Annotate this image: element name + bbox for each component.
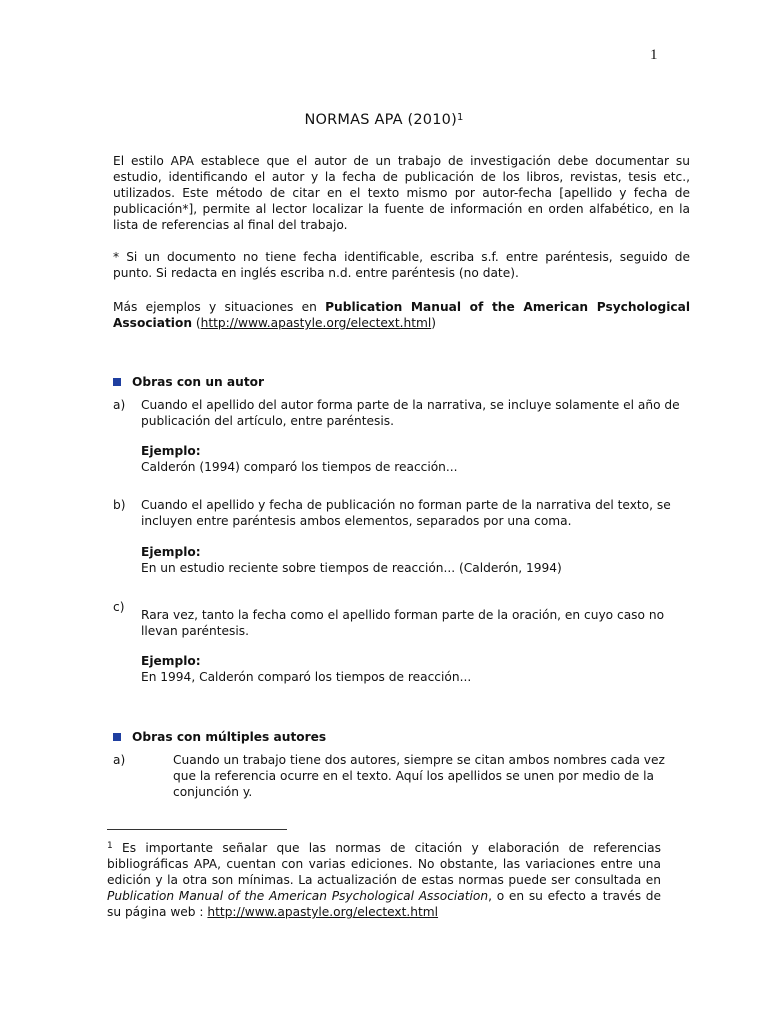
- square-bullet-icon: [113, 378, 121, 386]
- footnote: [107, 838, 661, 920]
- footnote-manual-title: Publication Manual of the American Psychological Association: [107, 889, 489, 903]
- title-footnote-ref[interactable]: 1: [456, 112, 464, 123]
- item-letter-c: c): [113, 600, 125, 614]
- item-text-c: Rara vez, tanto la fecha como el apellido forman parte de la oración, en cuyo caso no llevan paréntesis.: [141, 608, 665, 638]
- more-examples-paragraph: [113, 299, 690, 331]
- footnote-text-after: , o en su efecto a través de su página web :: [107, 889, 661, 919]
- square-bullet-icon: [113, 733, 121, 741]
- more-prefix: Más ejemplos y situaciones en: [113, 300, 326, 314]
- example-label: Ejemplo:: [141, 654, 201, 668]
- example-label: Ejemplo:: [141, 545, 201, 559]
- footnote-apa-link[interactable]: http://www.apastyle.org/electext.html: [207, 905, 439, 919]
- section-heading-text: Obras con un autor: [132, 375, 265, 389]
- footnote-marker: 1: [107, 841, 113, 851]
- example-text: En un estudio reciente sobre tiempos de reacción... (Calderón, 1994): [141, 561, 562, 575]
- section-heading-single-author: [113, 374, 264, 390]
- example-label: Ejemplo:: [141, 444, 201, 458]
- apa-manual-title: Publication Manual of the American Psychological Association: [113, 300, 690, 330]
- date-note-paragraph: * Si un documento no tiene fecha identificable, escriba s.f. entre paréntesis, seguido de punto. Si redacta en inglés escriba n.d. entre paréntesis (no date).: [113, 250, 690, 280]
- page-number: 1: [650, 47, 658, 63]
- item-letter-a: a): [113, 753, 126, 767]
- section-heading-multiple-authors: [113, 729, 326, 745]
- section-heading-text: Obras con múltiples autores: [132, 730, 327, 744]
- item-letter-b: b): [113, 498, 126, 512]
- example-text: Calderón (1994) comparó los tiempos de reacción...: [141, 460, 458, 474]
- item-text-b: Cuando el apellido y fecha de publicación no forman parte de la narrativa del texto, se incluyen entre paréntesis ambos elementos, separados por una coma.: [141, 498, 671, 528]
- example-text: En 1994, Calderón comparó los tiempos de reacción...: [141, 670, 472, 684]
- footnote-separator: [107, 829, 287, 830]
- footnote-text-before: Es importante señalar que las normas de citación y elaboración de referencias bibliográficas APA, cuentan con varias ediciones. No obstante, las variaciones entre una edición y la otra son mínimas. La actualización de estas normas puede ser consultada en: [107, 841, 661, 887]
- intro-paragraph: El estilo APA establece que el autor de un trabajo de investigación debe documentar su estudio, identificando el autor y la fecha de publicación de los libros, revistas, tesis etc., utilizados. Este método de citar en el texto mismo por autor-fecha [apellido y fecha de publicación*], permite al lector localizar la fuente de información en orden alfabético, en la lista de referencias al final del trabajo.: [113, 154, 690, 232]
- item-text-multiple-authors-a: Cuando un trabajo tiene dos autores, siempre se citan ambos nombres cada vez que la referencia ocurre en el texto. Aquí los apellidos se unen por medio de la conjunción y.: [173, 753, 665, 799]
- item-letter-a: a): [113, 398, 126, 412]
- more-open-paren: (: [192, 316, 201, 330]
- document-title: [0, 110, 768, 128]
- more-close-paren: ): [431, 316, 437, 330]
- title-text: NORMAS APA (2010): [304, 112, 457, 128]
- item-text-a: Cuando el apellido del autor forma parte de la narrativa, se incluye solamente el año de publicación del artículo, entre paréntesis.: [141, 398, 680, 428]
- apa-manual-link[interactable]: http://www.apastyle.org/electext.html: [200, 316, 432, 330]
